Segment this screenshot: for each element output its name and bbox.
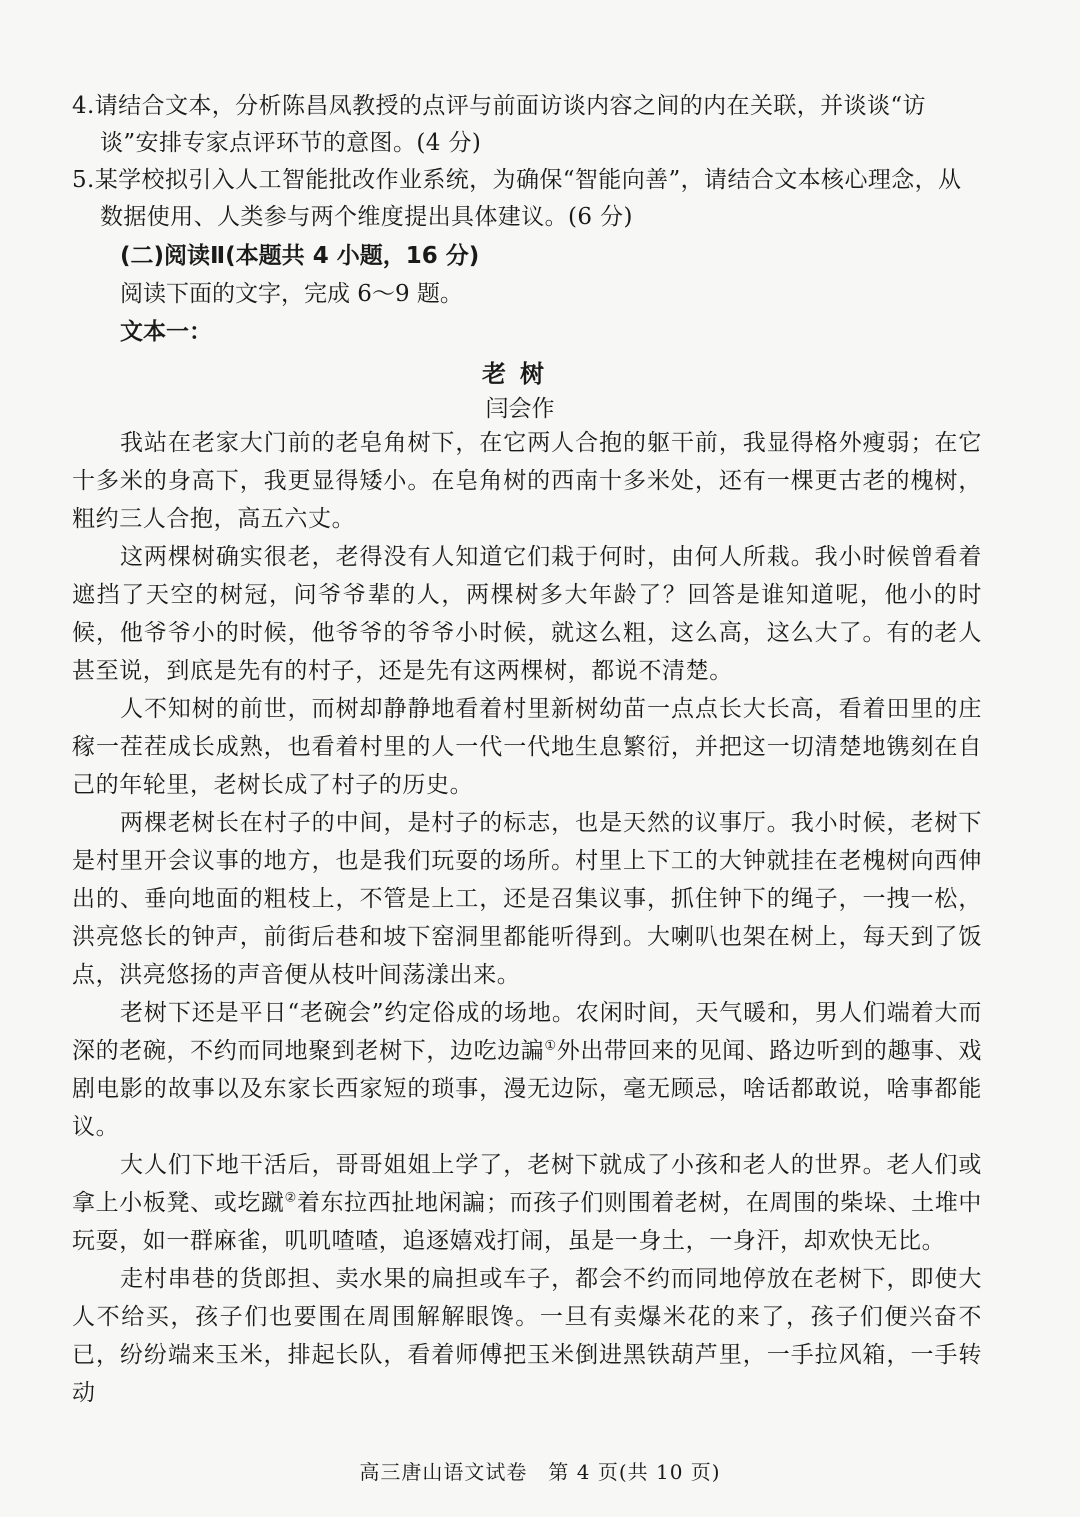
paragraph-text: 着东拉西扯地闲諞；而孩子们则围着老树，在周围的柴垛、土堆中玩耍，如一群麻雀，叽叽喳喳，追逐嬉戏打闹，虽是一身土，一身汗，却欢快无比。 (72, 1190, 982, 1254)
question-5-line-2: 数据使用、人类参与两个维度提出具体建议。(6 分) (100, 204, 633, 230)
article-paragraph (72, 994, 982, 1146)
article-paragraph: 人不知树的前世，而树却静静地看着村里新树幼苗一点点长大长高，看着田里的庄稼一茬茬成长成熟，也看着村里的人一代一代地生息繁衍，并把这一切清楚地镌刻在自己的年轮里，老树长成了村子的历史。 (72, 696, 982, 798)
article-paragraph: 这两棵树确实很老，老得没有人知道它们栽于何时，由何人所栽。我小时候曾看着遮挡了天空的树冠，问爷爷辈的人，两棵树多大年龄了？回答是谁知道呢，他小的时候，他爷爷小的时候，他爷爷的爷爷小时候，就这么粗，这么高，这么大了。有的老人甚至说，到底是先有的村子，还是先有这两棵树，都说不清楚。 (72, 544, 982, 684)
question-4-line-2: 谈”安排专家点评环节的意图。(4 分) (100, 130, 482, 156)
article-paragraph: 走村串巷的货郎担、卖水果的扁担或车子，都会不约而同地停放在老树下，即使大人不给买，孩子们也要围在周围解解眼馋。一旦有卖爆米花的来了，孩子们便兴奋不已，纷纷端来玉米，排起长队，看着师傅把玉米倒进黑铁葫芦里，一手拉风箱，一手转动 (72, 1266, 982, 1406)
paragraph-text: 大人们下地干活后，哥哥姐姐上学了，老树下就成了小孩和老人的世界。老人们或拿上小板凳、或圪蹴 (72, 1152, 982, 1216)
section-instruction: 阅读下面的文字，完成 6～9 题。 (120, 281, 463, 307)
question-4 (72, 88, 992, 162)
article-paragraph: 两棵老树长在村子的中间，是村子的标志，也是天然的议事厅。我小时候，老树下是村里开会议事的地方，也是我们玩耍的场所。村里上下工的大钟就挂在老槐树向西伸出的、垂向地面的粗枝上，不管是上工，还是召集议事，抓住钟下的绳子，一拽一松，洪亮悠长的钟声，前街后巷和坡下窑洞里都能听得到。大喇叭也架在树上，每天到了饭点，洪亮悠扬的声音便从枝叶间荡漾出来。 (72, 810, 982, 988)
section-heading: (二)阅读Ⅱ(本题共 4 小题，16 分) (120, 243, 480, 269)
article-paragraph: 我站在老家大门前的老皂角树下，在它两人合抱的躯干前，我显得格外瘦弱；在它十多米的身高下，我更显得矮小。在皂角树的西南十多米处，还有一棵更古老的槐树，粗约三人合抱，高五六丈。 (72, 430, 982, 532)
question-4-line-1: 4.请结合文本，分析陈昌凤教授的点评与前面访谈内容之间的内在关联，并谈谈“访 (72, 93, 926, 119)
question-5 (72, 162, 992, 236)
footnote-marker: ① (544, 1038, 557, 1054)
text-label: 文本一： (120, 319, 212, 345)
article-title: 老树 (482, 360, 558, 388)
footnote-marker: ② (284, 1190, 297, 1206)
article-author: 闫会作 (485, 396, 555, 422)
paragraph-text: 老树下还是平日“老碗会”约定俗成的场地。农闲时间，天气暖和，男人们端着大而深的老碗，不约而同地聚到老树下，边吃边諞 (72, 1000, 982, 1064)
article-paragraph (72, 1146, 982, 1260)
question-5-line-1: 5.某学校拟引入人工智能批改作业系统，为确保“智能向善”，请结合文本核心理念，从 (72, 167, 962, 193)
paragraph-text: 外出带回来的见闻、路边听到的趣事、戏剧电影的故事以及东家长西家短的琐事，漫无边际，毫无顾忌，啥话都敢说，啥事都能议。 (72, 1038, 982, 1140)
article-body (72, 424, 982, 1412)
page-footer: 高三唐山语文试卷 第 4 页(共 10 页) (359, 1460, 721, 1484)
